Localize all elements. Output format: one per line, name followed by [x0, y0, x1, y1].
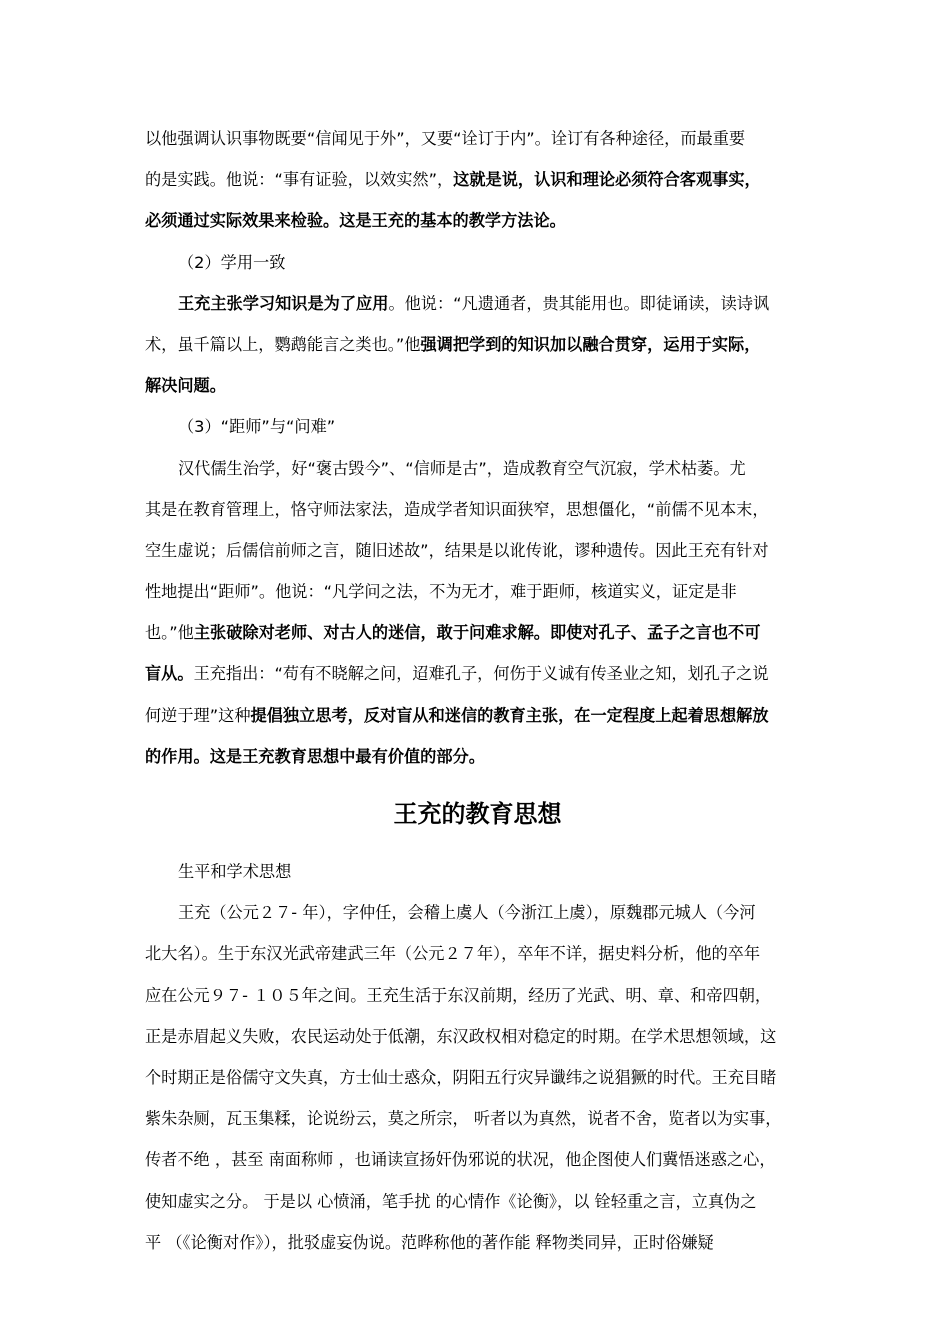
text-run: 汉代儒生治学，好“褒古毁今”、“信师是古”，造成教育空气沉寂，学术枯萎。尤 — [178, 458, 746, 478]
paragraph-line — [145, 933, 810, 974]
bold-text-run: 解决问题。 — [145, 376, 226, 396]
bold-text-run: 的作用。这是王充教育思想中最有价值的部分。 — [145, 746, 485, 766]
subheading-teacher-questioning — [145, 406, 810, 447]
text-run: 性地提出“距师”。他说：“凡学问之法，不为无才，难于距师，核道实义，证定是非 — [145, 582, 737, 602]
bold-text-run: 主张破除对老师、对古人的迷信，敢于问难求解。即使对孔子、孟子之言也不可 — [193, 623, 761, 643]
paragraph-line — [145, 1139, 810, 1180]
paragraph-line — [145, 571, 810, 612]
paragraph-line — [145, 1098, 810, 1139]
section-title — [145, 777, 810, 851]
subheading-biography — [145, 851, 810, 892]
subheading-text: （3）“距师”与“问难” — [178, 417, 336, 437]
text-run: 王充（公元２７- 年），字仲任，会稽上虞人（今浙江上虞），原魏郡元城人（今河 — [178, 903, 756, 923]
paragraph-line — [145, 365, 810, 406]
subheading-text: 生平和学术思想 — [178, 862, 292, 881]
paragraph-line — [145, 324, 810, 365]
subheading-text: （2）学用一致 — [178, 252, 286, 272]
bold-text-run: 必须通过实际效果来检验。这是王充的基本的教学方法论。 — [145, 211, 566, 231]
paragraph-line — [145, 530, 810, 571]
bold-text-run: 盲从。 — [145, 664, 194, 684]
text-run: 北大名）。生于东汉光武帝建武三年（公元２７年），卒年不详，据史料分析，他的卒年 — [145, 944, 761, 964]
text-run: 空生虚说；后儒信前师之言，随旧述故”，结果是以讹传讹，谬种遗传。因此王充有针对 — [145, 540, 769, 560]
text-run: 平 （《论衡对作》），批驳虚妄伪说。范晔称他的著作能 释物类同异，正时俗嫌疑 — [145, 1232, 714, 1252]
paragraph-line — [145, 489, 810, 530]
bold-text-run: 王充主张学习知识是为了应用 — [178, 293, 389, 313]
document-page — [145, 118, 810, 1263]
paragraph-line — [145, 736, 810, 777]
paragraph-line — [145, 1181, 810, 1222]
text-run: 的是实践。他说：“事有证验，以效实然”， — [145, 170, 454, 190]
paragraph-line — [145, 695, 810, 736]
paragraph-line — [145, 1016, 810, 1057]
text-run: 也。”他 — [145, 623, 194, 643]
paragraph-line — [145, 612, 810, 653]
paragraph-line — [145, 975, 810, 1016]
text-run: 个时期正是俗儒守文失真，方士仙士惑众，阴阳五行灾异谶纬之说猖獗的时代。王充目睹 — [145, 1067, 777, 1087]
paragraph-line — [145, 283, 810, 324]
paragraph-line — [145, 653, 810, 694]
text-run: 应在公元９７- １０５年之间。王充生活于东汉前期，经历了光武、明、章、和帝四朝， — [145, 985, 772, 1005]
paragraph-line — [145, 1222, 810, 1263]
paragraph-line — [145, 448, 810, 489]
bold-text-run: 提倡独立思考，反对盲从和迷信的教育主张，在一定程度上起着思想解放 — [250, 705, 769, 725]
title-text: 王充的教育思想 — [393, 800, 562, 828]
bold-text-run: 强调把学到的知识加以融合贯穿，运用于实际， — [420, 334, 761, 354]
paragraph-line — [145, 200, 810, 241]
text-run: 以他强调认识事物既要“信闻见于外”，又要“诠订于内”。诠订有各种途径，而最重要 — [145, 129, 746, 148]
text-run: 其是在教育管理上，恪守师法家法，造成学者知识面狭窄，思想僵化，“前儒不见本末， — [145, 499, 769, 519]
text-run: 何逆于理”这种 — [145, 705, 251, 725]
text-run: 王充指出：“苟有不晓解之问，迢难孔子，何伤于义诚有传圣业之知，划孔子之说 — [193, 664, 769, 684]
paragraph-line — [145, 1057, 810, 1098]
text-run: 正是赤眉起义失败，农民运动处于低潮，东汉政权相对稳定的时期。在学术思想领域，这 — [145, 1026, 777, 1046]
text-run: 。他说：“凡遗通者，贵其能用也。即徒诵读，读诗讽 — [388, 293, 770, 313]
bold-text-run: 这就是说，认识和理论必须符合客观事实， — [453, 170, 761, 190]
paragraph-line — [145, 892, 810, 933]
paragraph-line — [145, 159, 810, 200]
text-run: 紫朱杂厕，瓦玉集糅，论说纷云，莫之所宗， 听者以为真然，说者不舍，览者以为实事， — [145, 1109, 782, 1129]
text-run: 使知虚实之分。 于是以 心愤涌，笔手扰 的心情作《论衡》，以 铨轻重之言，立真伪之 — [145, 1191, 757, 1211]
paragraph-line — [145, 118, 810, 159]
text-run: 传者不绝 ，甚至 南面称师 ，也诵读宣扬奸伪邪说的状况，他企图使人们冀悟迷惑之心， — [145, 1150, 776, 1170]
text-run: 术，虽千篇以上，鹦鹉能言之类也。”他 — [145, 334, 421, 354]
subheading-learning-application — [145, 242, 810, 283]
